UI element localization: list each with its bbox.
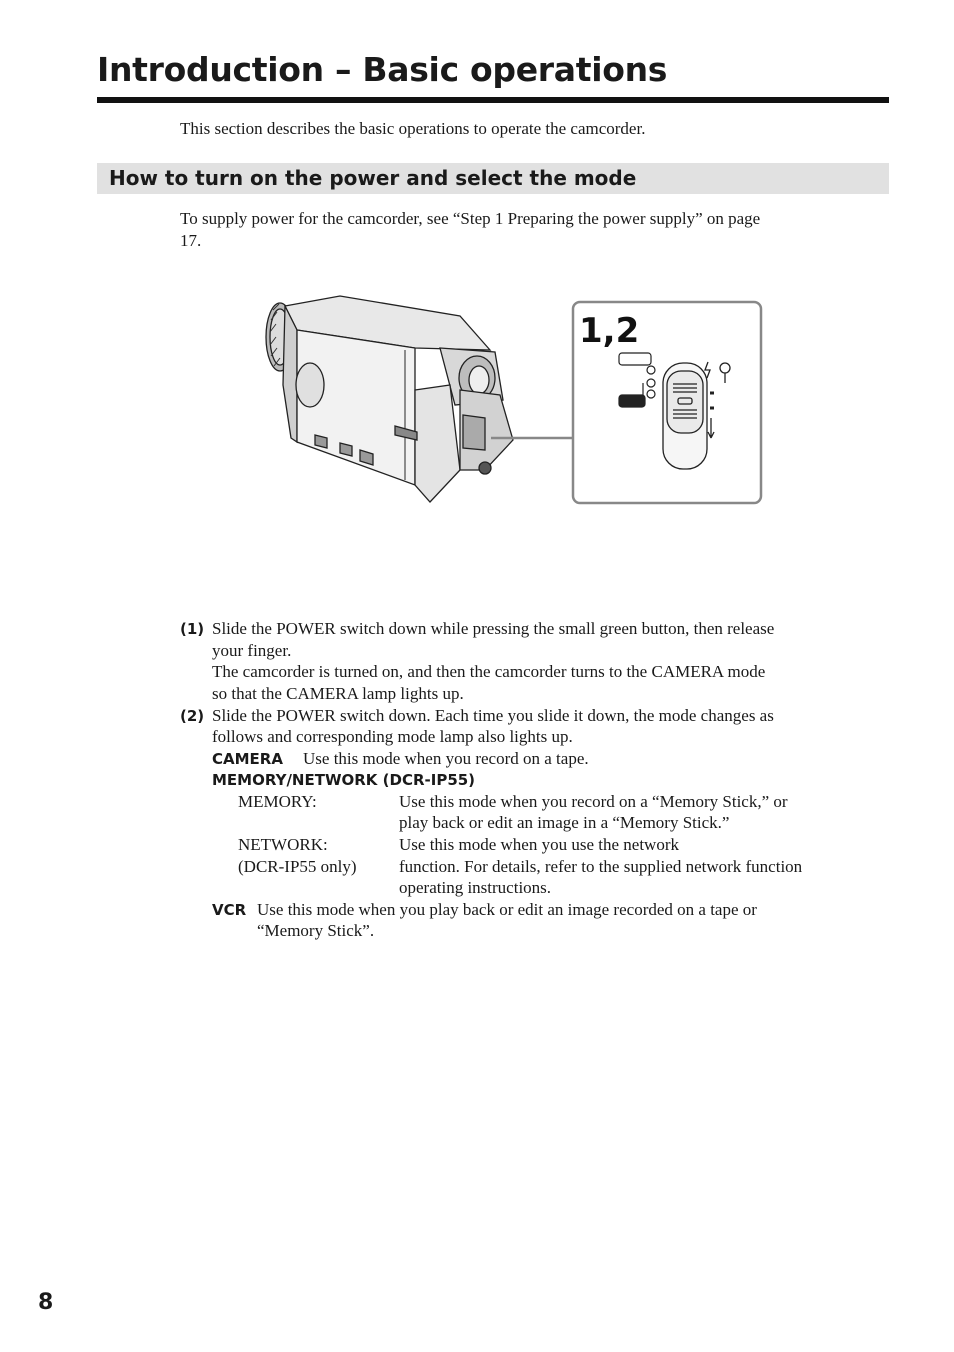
step-label: 1,2 xyxy=(579,311,640,351)
camcorder-figure xyxy=(255,290,775,512)
power-switch-icon xyxy=(663,363,714,469)
power-note-line: 17. xyxy=(180,231,202,250)
power-note-line: To supply power for the camcorder, see “Step 1 Preparing the power supply” on page xyxy=(180,209,761,228)
step-number: (2) xyxy=(180,707,205,725)
title-rule xyxy=(97,97,889,103)
step-text-line: follows and corresponding mode lamp also lights up. xyxy=(212,727,573,746)
step-text-line: The camcorder is turned on, and then the camcorder turns to the CAMERA mode xyxy=(212,662,766,681)
step-text-line: Slide the POWER switch down. Each time you slide it down, the mode changes as xyxy=(212,706,774,725)
page-title: Introduction – Basic operations xyxy=(97,50,668,89)
step-text-line: Slide the POWER switch down while pressing the small green button, then release xyxy=(212,619,775,638)
step-text-line: so that the CAMERA lamp lights up. xyxy=(212,684,464,703)
memory-desc-line: Use this mode when you record on a “Memory Stick,” or xyxy=(399,792,788,811)
vcr-desc-line: Use this mode when you play back or edit an image recorded on a tape or xyxy=(257,900,757,919)
network-label-sub: (DCR-IP55 only) xyxy=(238,857,357,876)
camera-mode-term: CAMERA xyxy=(212,750,283,768)
network-label: NETWORK: xyxy=(238,835,328,854)
vcr-desc-line: “Memory Stick”. xyxy=(257,921,375,940)
memory-network-heading: MEMORY/NETWORK (DCR-IP55) xyxy=(212,771,476,789)
step-text-line: your finger. xyxy=(212,641,292,660)
step-number: (1) xyxy=(180,620,205,638)
network-desc-line: function. For details, refer to the supplied network function xyxy=(399,857,803,876)
camera-mode-desc: Use this mode when you record on a tape. xyxy=(303,749,589,768)
memory-desc-line: play back or edit an image in a “Memory Stick.” xyxy=(399,813,730,832)
vcr-mode-term: VCR xyxy=(212,901,247,919)
memory-label: MEMORY: xyxy=(238,792,317,811)
page-number: 8 xyxy=(38,1290,54,1315)
section-heading: How to turn on the power and select the mode xyxy=(109,166,637,190)
intro-text: This section describes the basic operations to operate the camcorder. xyxy=(180,119,646,138)
camcorder-illustration xyxy=(266,296,513,502)
network-desc-line: Use this mode when you use the network xyxy=(399,835,679,854)
network-desc-line: operating instructions. xyxy=(399,878,552,897)
